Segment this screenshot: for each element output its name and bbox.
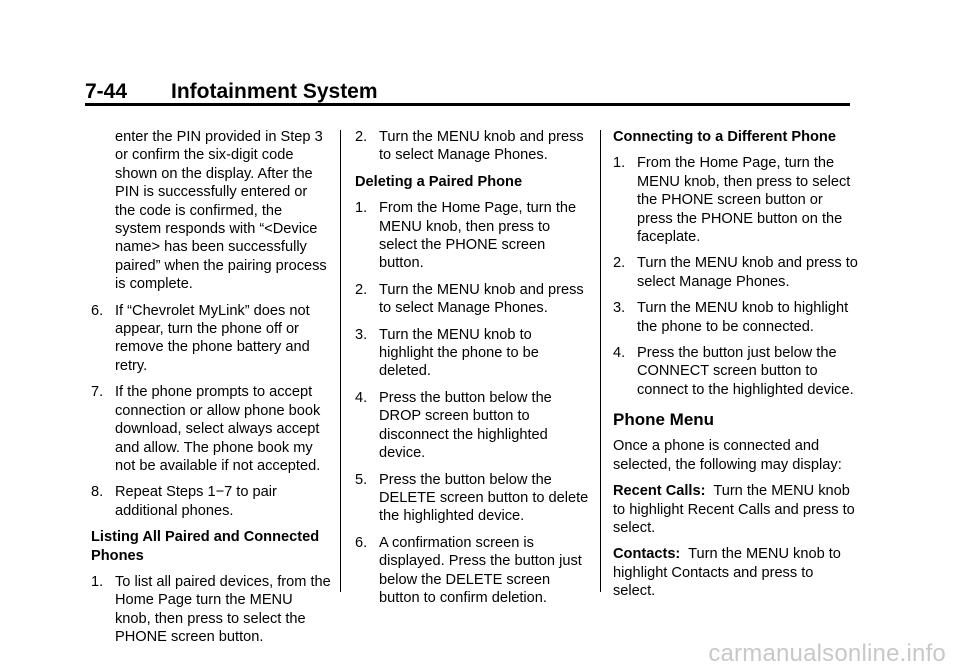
page-header xyxy=(85,78,850,106)
step-number: 7. xyxy=(91,384,104,401)
step-number: 2. xyxy=(355,281,368,298)
list-item xyxy=(91,483,331,520)
column-3 xyxy=(613,128,858,609)
step-number: 1. xyxy=(613,155,626,172)
entry-text: Turn the MENU knob to highlight Recent Calls and press to select. xyxy=(613,483,855,536)
subheading-listing-phones: Listing All Paired and Connected Phones xyxy=(91,529,320,564)
step-text: Press the button below the DROP screen button to disconnect the highlighted device. xyxy=(379,389,552,462)
list-item xyxy=(355,534,590,608)
header-rule xyxy=(85,103,850,106)
list-item xyxy=(613,299,858,336)
step-text: If “Chevrolet MyLink” does not appear, turn the phone off or remove the phone battery and retry. xyxy=(115,302,310,374)
intro-paragraph: Once a phone is connected and selected, the following may display: xyxy=(613,438,842,473)
step-text: Turn the MENU knob and press to select Manage Phones. xyxy=(379,281,584,317)
step-text: If the phone prompts to accept connection or allow phone book download, select always accept and allow. The phone book my not be available if not accepted. xyxy=(115,384,321,474)
step-number: 3. xyxy=(355,326,368,343)
list-item xyxy=(355,281,590,318)
step-text: From the Home Page, turn the MENU knob, then press to select the PHONE screen button. xyxy=(379,200,577,272)
list-item xyxy=(613,154,858,246)
watermark: carmanualsonline.info xyxy=(708,640,946,667)
step-number: 2. xyxy=(355,129,368,145)
step-text: Press the button just below the CONNECT screen button to connect to the highlighted device. xyxy=(637,345,854,398)
step-number: 4. xyxy=(613,345,626,362)
step-number: 1. xyxy=(91,573,104,590)
column-divider-2 xyxy=(600,130,601,592)
step-text: To list all paired devices, from the Home Page turn the MENU knob, then press to select the PHONE screen button. xyxy=(115,573,331,646)
step-text: Press the button below the DELETE screen button to delete the highlighted device. xyxy=(379,471,589,525)
step-number: 2. xyxy=(613,255,626,272)
step-number: 6. xyxy=(355,534,368,551)
subheading-deleting-phone: Deleting a Paired Phone xyxy=(355,173,523,190)
entry-label: Contacts: xyxy=(613,546,681,563)
list-item xyxy=(355,471,590,526)
step-text: Turn the MENU knob and press to select Manage Phones. xyxy=(637,255,858,290)
section-title: Infotainment System xyxy=(171,80,378,103)
page-number: 7-44 xyxy=(85,80,128,103)
list-item xyxy=(355,199,590,273)
entry-label: Recent Calls: xyxy=(613,483,706,500)
step-number: 8. xyxy=(91,484,104,501)
list-item xyxy=(91,302,331,376)
list-item xyxy=(613,344,858,399)
step-text: A confirmation screen is displayed. Press the button just below the DELETE screen button to confirm deletion. xyxy=(379,534,582,606)
column-divider-1 xyxy=(340,130,341,592)
list-item xyxy=(355,389,590,463)
step-text: From the Home Page, turn the MENU knob, then press to select the PHONE screen button or press the PHONE button on the faceplate. xyxy=(637,155,851,246)
step-number: 6. xyxy=(91,302,104,319)
list-item xyxy=(355,326,590,381)
step-text: Turn the MENU knob to highlight the phone to be connected. xyxy=(637,300,849,335)
column-1 xyxy=(91,128,331,655)
step-number: 1. xyxy=(355,200,368,217)
step-text: Repeat Steps 1−7 to pair additional phones. xyxy=(115,484,277,519)
entry-text: Turn the MENU knob to highlight Contacts and press to select. xyxy=(613,546,841,600)
step-number: 5. xyxy=(355,471,368,488)
step-text: Turn the MENU knob to highlight the phone to be deleted. xyxy=(379,326,539,380)
step-number: 3. xyxy=(613,300,626,317)
entry-contacts xyxy=(613,545,858,600)
column-2 xyxy=(355,128,590,615)
list-item xyxy=(355,128,590,165)
entry-recent-calls xyxy=(613,482,858,537)
step-number: 4. xyxy=(355,389,368,406)
continued-step-text: enter the PIN provided in Step 3 or confirm the six-digit code shown on the display. After the PIN is successfully entered or the code is confirmed, the system responds with “<Device name> has been successfully paired” when the pairing process is complete. xyxy=(115,129,327,293)
list-item xyxy=(613,254,858,291)
step-text: Turn the MENU knob and press to select Manage Phones. xyxy=(379,129,584,164)
list-item xyxy=(91,383,331,475)
list-item xyxy=(91,573,331,647)
subheading-connecting-phone: Connecting to a Different Phone xyxy=(613,129,836,145)
section-heading-phone-menu: Phone Menu xyxy=(613,410,715,430)
